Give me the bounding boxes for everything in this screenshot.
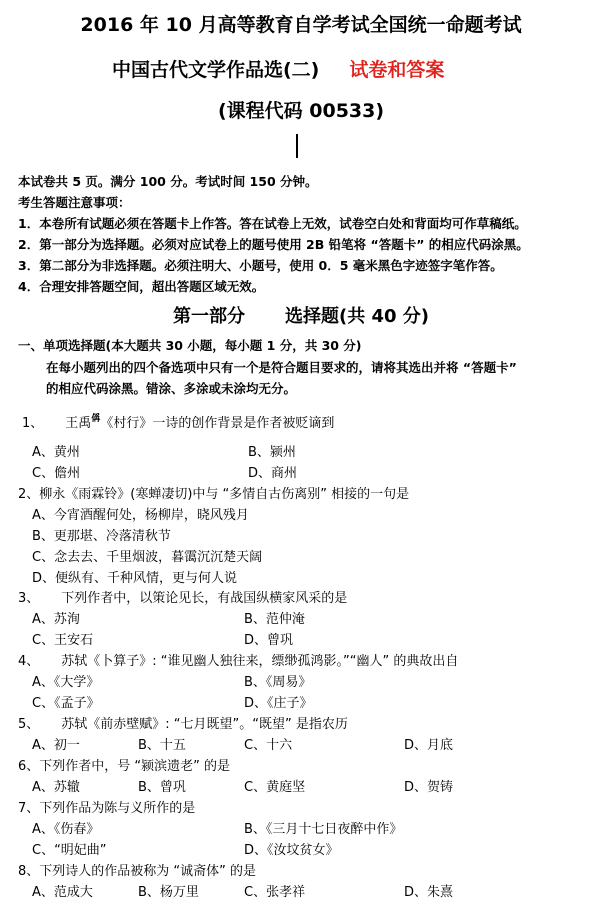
option: C、黄庭坚 xyxy=(244,780,306,795)
option: A、今宵酒醒何处，杨柳岸，晓风残月 xyxy=(32,508,249,523)
option: D、朱熹 xyxy=(404,885,454,900)
option: A、范成大 xyxy=(32,885,93,900)
question-4 xyxy=(18,650,458,669)
question-5 xyxy=(18,713,348,732)
option: A、苏洵 xyxy=(32,612,80,627)
part-title xyxy=(0,302,602,328)
option: C、“明妃曲” xyxy=(32,843,107,858)
option: D、《庄子》 xyxy=(244,696,313,711)
option: B、《三月十七日夜醉中作》 xyxy=(244,822,403,837)
question-2: 2、柳永《雨霖铃》(寒蝉凄切)中与 “多情自古伤离别” 相接的一句是 xyxy=(18,487,410,502)
answer-key-label: 试卷和答案 xyxy=(349,59,445,81)
option: A、《伤春》 xyxy=(32,822,100,837)
question-text: 王禹 xyxy=(65,416,92,431)
section-instruction: 的相应代码涂黑。错涂、多涂或未涂均无分。 xyxy=(46,381,297,396)
option: D、月底 xyxy=(404,738,454,753)
option: C、张孝祥 xyxy=(244,885,306,900)
option: B、《周易》 xyxy=(244,675,312,690)
option: B、颍州 xyxy=(248,445,296,460)
question-number: 5、 xyxy=(18,717,40,732)
question-8: 8、下列诗人的作品被称为 “诚斋体” 的是 xyxy=(18,864,257,879)
question-text: 下列作者中，以策论见长，有战国纵横家风采的是 xyxy=(61,591,348,606)
text-cursor xyxy=(296,134,298,158)
note-item: 3．第二部分为非选择题。必须注明大、小题号，使用 0．5 毫米黑色字迹签字笔作答。 xyxy=(18,258,503,273)
option: C、儋州 xyxy=(32,466,81,481)
note-item: 4．合理安排答题空间，超出答题区域无效。 xyxy=(18,279,265,294)
part-label: 第一部分 xyxy=(172,306,245,327)
option: A、黄州 xyxy=(32,445,80,460)
question-text: 《村行》一诗的创作背景是作者被贬谪到 xyxy=(100,416,335,431)
note-item: 1．本卷所有试题必须在答题卡上作答。答在试卷上无效，试卷空白处和背面均可作草稿纸。 xyxy=(18,216,527,231)
option: B、范仲淹 xyxy=(244,612,305,627)
notes-heading: 考生答题注意事项： xyxy=(18,195,131,210)
option: B、曾巩 xyxy=(138,780,186,795)
note-item: 2．第一部分为选择题。必须对应试卷上的题号使用 2B 铅笔将 “答题卡” 的相应代码涂黑。 xyxy=(18,237,529,252)
option: D、贺铸 xyxy=(404,780,454,795)
course-code: (课程代码 00533) xyxy=(217,100,385,122)
option: B、十五 xyxy=(138,738,186,753)
course-title-line xyxy=(112,55,444,82)
question-3 xyxy=(18,587,347,606)
option: D、曾巩 xyxy=(244,633,294,648)
exam-info: 本试卷共 5 页。满分 100 分。考试时间 150 分钟。 xyxy=(18,174,318,189)
option: D、商州 xyxy=(248,466,298,481)
question-text: 苏轼《前赤壁赋》: “七月既望”。“既望” 是指农历 xyxy=(61,717,348,732)
option: A、《大学》 xyxy=(32,675,100,690)
option: C、王安石 xyxy=(32,633,94,648)
option: C、念去去、千里烟波，暮霭沉沉楚天阔 xyxy=(32,550,263,565)
question-number: 4、 xyxy=(18,654,40,669)
section-instruction: 在每小题列出的四个备选项中只有一个是符合题目要求的，请将其选出并将 “答题卡” xyxy=(46,360,517,375)
option: D、便纵有、千种风情，更与何人说 xyxy=(32,571,238,586)
question-7: 7、下列作品为陈与义所作的是 xyxy=(18,801,196,816)
exam-title: 2016 年 10 月高等教育自学考试全国统一命题考试 xyxy=(80,14,522,36)
question-6: 6、下列作者中，号 “颍滨遗老” 的是 xyxy=(18,759,231,774)
question-1 xyxy=(22,411,334,431)
option: B、杨万里 xyxy=(138,885,199,900)
question-text-char: 偁 xyxy=(91,414,101,424)
question-number: 1、 xyxy=(22,416,44,431)
option: C、十六 xyxy=(244,738,293,753)
option: B、更那堪、冷落清秋节 xyxy=(32,529,171,544)
question-number: 3、 xyxy=(18,591,40,606)
question-text: 苏轼《卜算子》: “谁见幽人独往来，缥缈孤鸿影。”“幽人” 的典故出自 xyxy=(61,654,459,669)
option: C、《孟子》 xyxy=(32,696,100,711)
option: A、初一 xyxy=(32,738,80,753)
part-subtitle: 选择题(共 40 分) xyxy=(284,306,430,327)
section-heading: 一、单项选择题(本大题共 30 小题，每小题 1 分，共 30 分) xyxy=(18,338,362,353)
course-title: 中国古代文学作品选(二) xyxy=(112,59,320,81)
option: A、苏辙 xyxy=(32,780,80,795)
option: D、《汝坟贫女》 xyxy=(244,843,339,858)
